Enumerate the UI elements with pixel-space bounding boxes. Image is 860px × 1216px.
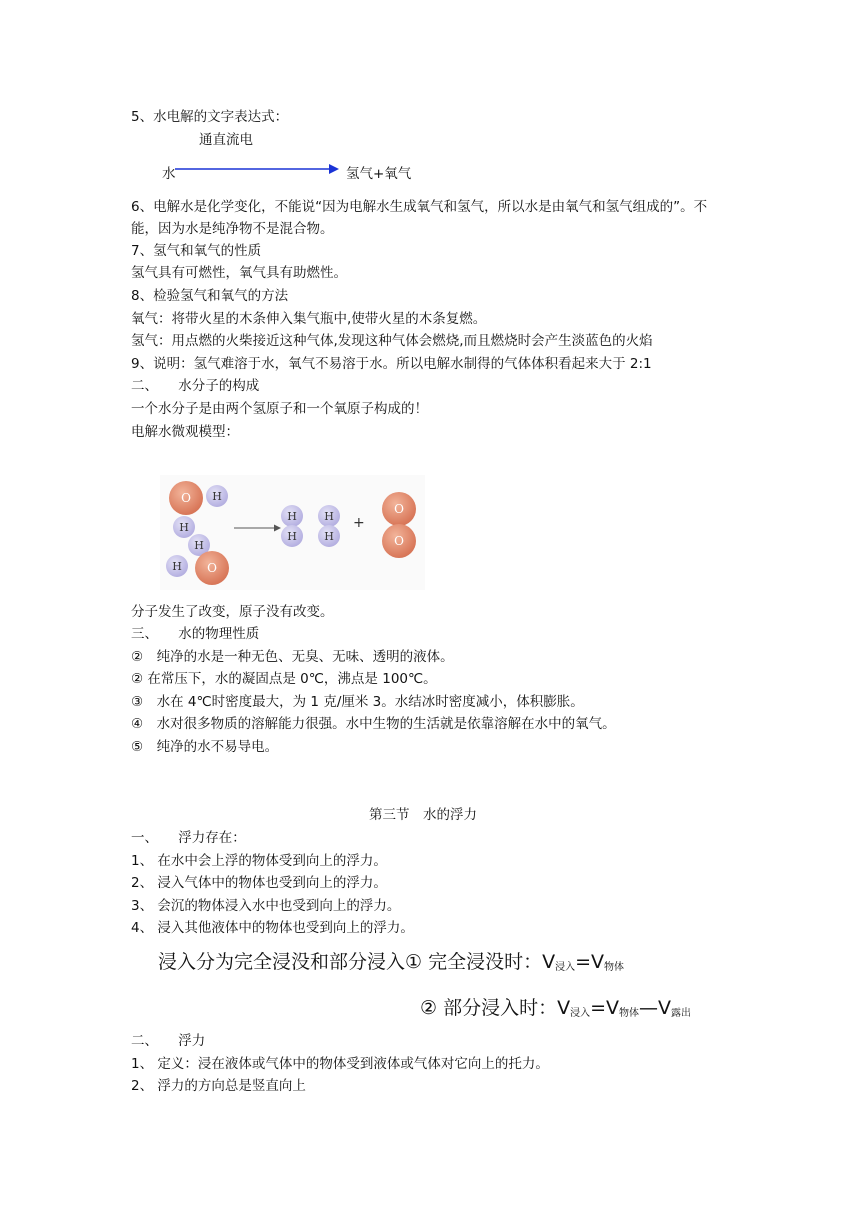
part3-item: ② 在常压下，水的凝固点是 0℃，沸点是 100℃。 [131,671,437,687]
reaction-arrow-icon [175,163,340,177]
reaction-condition: 通直流电 [199,132,253,148]
item8-heading: 8、检验氢气和氧气的方法 [131,288,289,304]
part3-item: ④ 水对很多物质的溶解能力很强。水中生物的生活就是依靠溶解在水中的氧气。 [131,716,616,732]
item7-heading: 7、氢气和氧气的性质 [131,243,262,259]
part2-line1: 一个水分子是由两个氢原子和一个氧原子构成的！ [131,401,428,417]
item8-hydrogen: 氢气：用点燃的火柴接近这种气体,发现这种气体会燃烧,而且燃烧时会产生淡蓝色的火焰 [131,333,653,349]
buoyancy-exists-item: 4、 浸入其他液体中的物体也受到向上的浮力。 [131,920,414,936]
buoyancy-heading: 二、 浮力 [131,1033,206,1049]
section-title: 第三节 水的浮力 [369,807,477,823]
oxygen-atom: O [382,492,416,526]
hydrogen-atom: H [173,516,195,538]
section5-heading: 5、水电解的文字表达式： [131,109,289,125]
electrolysis-model-figure [160,475,425,590]
item9-text: 9、说明：氢气难溶于水，氧气不易溶于水。所以电解水制得的气体体积看起来大于 2:1 [131,356,652,372]
item7-text: 氢气具有可燃性，氧气具有助燃性。 [131,265,347,281]
part2-line2: 电解水微观模型： [131,424,239,440]
plus-sign: + [353,515,365,531]
hydrogen-atom: H [281,525,303,547]
buoyancy-exists-item: 1、 在水中会上浮的物体受到向上的浮力。 [131,853,387,869]
part2-heading: 二、 水分子的构成 [131,378,260,394]
oxygen-atom: O [382,524,416,558]
hydrogen-atom: H [188,534,210,556]
immersion-line1: 浸入分为完全浸没和部分浸入① 完全浸没时：$V_{浸入}=V_{物体}$ [158,951,624,973]
hydrogen-atom: H [206,485,228,507]
immersion-line2: ② 部分浸入时：$V_{浸入}=V_{物体}—V_{露出}$ [420,997,691,1019]
buoyancy-item: 2、 浮力的方向总是竖直向上 [131,1078,306,1094]
reaction-reactant: 水 [162,166,176,182]
reaction-products: 氢气+氧气 [346,166,412,182]
reaction-arrow-icon [234,523,282,533]
part3-item: ② 纯净的水是一种无色、无臭、无味、透明的液体。 [131,649,454,665]
hydrogen-atom: H [318,525,340,547]
hydrogen-atom: H [318,505,340,527]
oxygen-atom: O [169,481,203,515]
part3-item: ⑤ 纯净的水不易导电。 [131,739,279,755]
buoyancy-exists-heading: 一、 浮力存在： [131,830,246,846]
item8-oxygen: 氧气：将带火星的木条伸入集气瓶中,使带火星的木条复燃。 [131,311,487,327]
part3-item: ③ 水在 4℃时密度最大，为 1 克/厘米 3。水结冰时密度减小，体积膨胀。 [131,694,584,710]
buoyancy-item: 1、 定义：浸在液体或气体中的物体受到液体或气体对它向上的托力。 [131,1056,549,1072]
part3-heading: 三、 水的物理性质 [131,626,260,642]
buoyancy-exists-item: 2、 浸入气体中的物体也受到向上的浮力。 [131,875,387,891]
oxygen-atom: O [195,551,229,585]
hydrogen-atom: H [166,555,188,577]
model-conclusion: 分子发生了改变，原子没有改变。 [131,604,334,620]
hydrogen-atom: H [281,505,303,527]
buoyancy-exists-item: 3、 会沉的物体浸入水中也受到向上的浮力。 [131,898,401,914]
item6-text: 6、电解水是化学变化，不能说“因为电解水生成氧气和氢气，所以水是由氧气和氢气组成的”。不能，因为水是纯净物不是混合物。 [131,199,708,237]
